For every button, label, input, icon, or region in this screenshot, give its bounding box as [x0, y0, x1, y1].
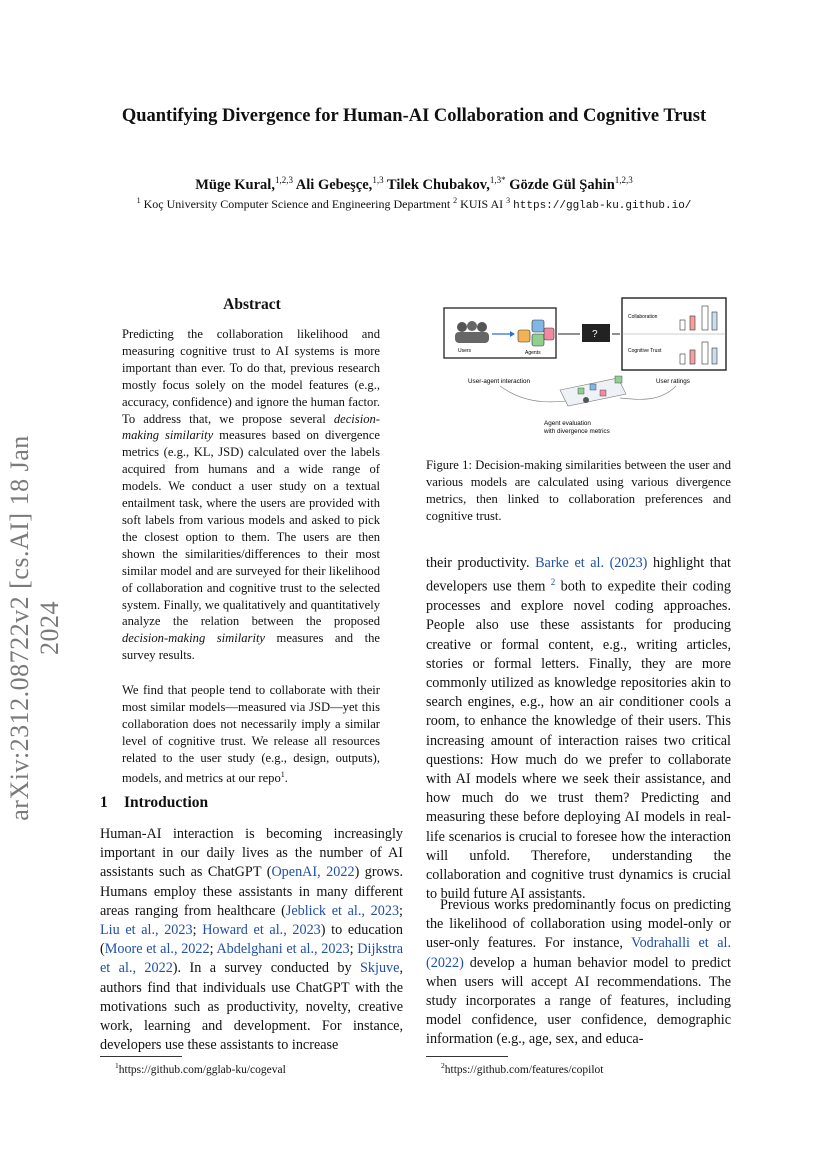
abstract-paragraph-1 [122, 326, 380, 664]
text-run: ) grows. Humans employ these assistants in many different areas ranging from healthcare ( [100, 864, 403, 919]
citation-link[interactable]: Dijkstra et al., 2022 [100, 941, 403, 977]
text-run: Predicting the collaboration likelihood and measuring cognitive trust to AI systems is more important than ever. To do that, previous research mostly focus solely on the model features (e.g., accuracy, confidence) and ignore the human factor. To address that, we propose several [122, 327, 380, 426]
author-affil-sup: 1,2,3 [274, 175, 293, 185]
text-run: develop a human behavior model to predict when users will accept AI recommendations. The study incorporates a range of features, including model confidence, user confidence, demographic information (e.g., age, sex, and educa- [426, 954, 731, 1048]
intro-right-paragraph-1 [426, 554, 731, 904]
footnote-mark[interactable]: 1 [280, 769, 285, 779]
abstract-heading: Abstract [223, 296, 281, 313]
text-run: ; [192, 922, 203, 939]
paper-title: Quantifying Divergence for Human-AI Collaboration and Cognitive Trust [121, 106, 707, 126]
evaluation-label: Agent evaluation [544, 420, 591, 427]
author-list [60, 175, 768, 194]
footnote-url-link[interactable]: https://github.com/gglab-ku/cogeval [118, 1063, 286, 1076]
citation-link[interactable]: OpenAI, 2022 [271, 864, 355, 881]
citation-link[interactable]: Howard et al., 2023 [202, 922, 321, 939]
affil-koc: Koç University Computer Science and Engineering Department [140, 197, 454, 211]
author-affil-sup: 1,3 [372, 175, 384, 185]
figure-1 [440, 290, 730, 440]
affil-sup: 3 [506, 196, 511, 205]
text-run: ; [399, 902, 403, 919]
text-run: their productivity. [426, 555, 536, 571]
evaluation-label: with divergence metrics [544, 428, 610, 435]
citation-link[interactable]: Barke et al. (2023) [535, 555, 648, 571]
ratings-label: User ratings [656, 378, 690, 385]
agent-robot-icon [532, 334, 544, 346]
footnote-url-link[interactable]: https://github.com/features/copilot [444, 1063, 604, 1076]
citation-link[interactable]: Jeblick et al., 2023 [285, 902, 400, 919]
text-run: measures and the survey results. [122, 631, 380, 663]
citation-link[interactable]: Skjuve [360, 960, 400, 977]
text-run: ). In a survey conducted by [172, 960, 361, 977]
users-label: Users [458, 348, 472, 354]
abstract-paragraph-2 [122, 682, 380, 787]
citation-link[interactable]: Liu et al., 2023 [100, 922, 193, 939]
agent-robot-icon [578, 388, 584, 394]
text-run: . [284, 770, 288, 785]
affil-url-link[interactable]: https://gglab-ku.github.io/ [513, 200, 692, 212]
author-affil-sup: 1,3* [489, 175, 506, 185]
cognitive-trust-label: Cognitive Trust [628, 348, 662, 354]
user-icon [583, 397, 589, 403]
author-name: Müge Kural, [195, 176, 275, 193]
citation-link[interactable]: Abdelghani et al., 2023 [216, 941, 350, 958]
agent-robot-icon [590, 384, 596, 390]
author-name: Ali Gebeşçe, [292, 176, 373, 193]
text-run: ) to education ( [100, 922, 403, 958]
citation-link[interactable]: Vodrahalli et al. (2022) [426, 935, 731, 971]
author-name: Tilek Chubakov, [383, 176, 490, 193]
agents-label: Agents [525, 350, 541, 356]
footnote-mark[interactable]: 2 [550, 577, 556, 588]
question-mark: ? [592, 329, 598, 340]
footnote-2 [441, 1061, 604, 1076]
figure-1-caption: Figure 1: Decision-making similarities between the user and various models are calculated using various divergence metrics, then linked to collaboration preferences and cognitive trust. [426, 458, 731, 523]
intro-right-paragraph-2 [426, 896, 731, 1050]
agent-robot-icon [600, 390, 606, 396]
text-run: highlight that developers use them [426, 555, 731, 595]
arxiv-stamp: arXiv:2312.08722v2 [cs.AI] 18 Jan 2024 [5, 435, 64, 821]
section-number: 1 [100, 794, 108, 811]
text-run: measures based on divergence metrics (e.g., KL, JSD) calculated over the labels acquired from humans and a wide range of models. We conduct a user study on a textual entailment task, where the users are provided with soft labels from various models and asked to pick the closest option to them. The users are then shown the similarities/differences to their most similar model and are surveyed for their likelihood of collaboration and cognitive trust to the selected system. Finally, we qualitatively and quantitatively analyze the relation between the proposed [122, 428, 380, 629]
text-run: ; [349, 941, 358, 958]
agent-robot-icon [615, 376, 622, 383]
text-run: ; [209, 941, 217, 958]
section-title: Introduction [124, 794, 209, 811]
text-run: We find that people tend to collaborate with their most similar models—measured via JSD—yet this collaboration does not necessarily imply a similar level of cognitive trust. We release all resources related to the user study (e.g., design, outputs), models, and metrics at our repo [122, 683, 380, 785]
flow-curve [620, 386, 676, 399]
users-icon [455, 321, 489, 343]
affiliations [60, 196, 768, 212]
footnote-rule [100, 1056, 182, 1057]
affil-sup: 2 [453, 196, 458, 205]
text-run: both to expedite their coding processes and explore novel coding approaches. People also use these assistants for producing creative or formal content, e.g., writing articles, stories or formal letters. Finally, they are more commonly utilized as knowledge repositories akin to search engines, e.g., how an air conditioner cools a room, to enhance the knowledge of their users. This increasing amount of interaction raises two critical questions: How much do we prefer to collaborate with AI models where we seek their assistance, and how much do we trust them? Predicting and measuring these before deploying AI models in real-life scenarios is crucial to foresee how the interaction will unfold. Therefore, understanding the collaboration and cognitive trust dynamics is crucial to build future AI assistants. [426, 578, 731, 903]
agent-robot-icon [518, 330, 530, 342]
emphasis: decision-making similarity [122, 631, 266, 646]
section-heading-introduction [100, 794, 208, 812]
affil-sup: 1 [136, 196, 141, 205]
text-run: Previous works predominantly focus on predicting the likelihood of collaboration using model-only or user-only features. For instance, [426, 897, 731, 952]
footnote-number: 1 [115, 1061, 119, 1070]
text-run: Human-AI interaction is becoming increasingly important in our daily lives as the number of AI assistants such as ChatGPT ( [100, 826, 403, 881]
emphasis: decision-making similarity [122, 411, 380, 443]
affil-kuis: KUIS AI [457, 197, 507, 211]
citation-link[interactable]: Moore et al., 2022 [104, 941, 210, 958]
text-run: , authors find that individuals use ChatGPT with the motivations such as productivity, novelty, creative work, learning and development. For instance, developers use these assistants to increase [100, 960, 403, 1054]
figure-1-diagram [440, 290, 730, 440]
footnote-rule [426, 1056, 508, 1057]
author-name: Gözde Gül Şahin [505, 176, 615, 193]
agent-robot-icon [532, 320, 544, 332]
footnote-number: 2 [441, 1061, 445, 1070]
intro-left-column [100, 825, 403, 1055]
author-affil-sup: 1,2,3 [614, 175, 633, 185]
interaction-label: User-agent interaction [468, 378, 530, 385]
footnote-1 [115, 1061, 286, 1076]
agent-robot-icon [544, 328, 554, 340]
collaboration-label: Collaboration [628, 314, 658, 320]
